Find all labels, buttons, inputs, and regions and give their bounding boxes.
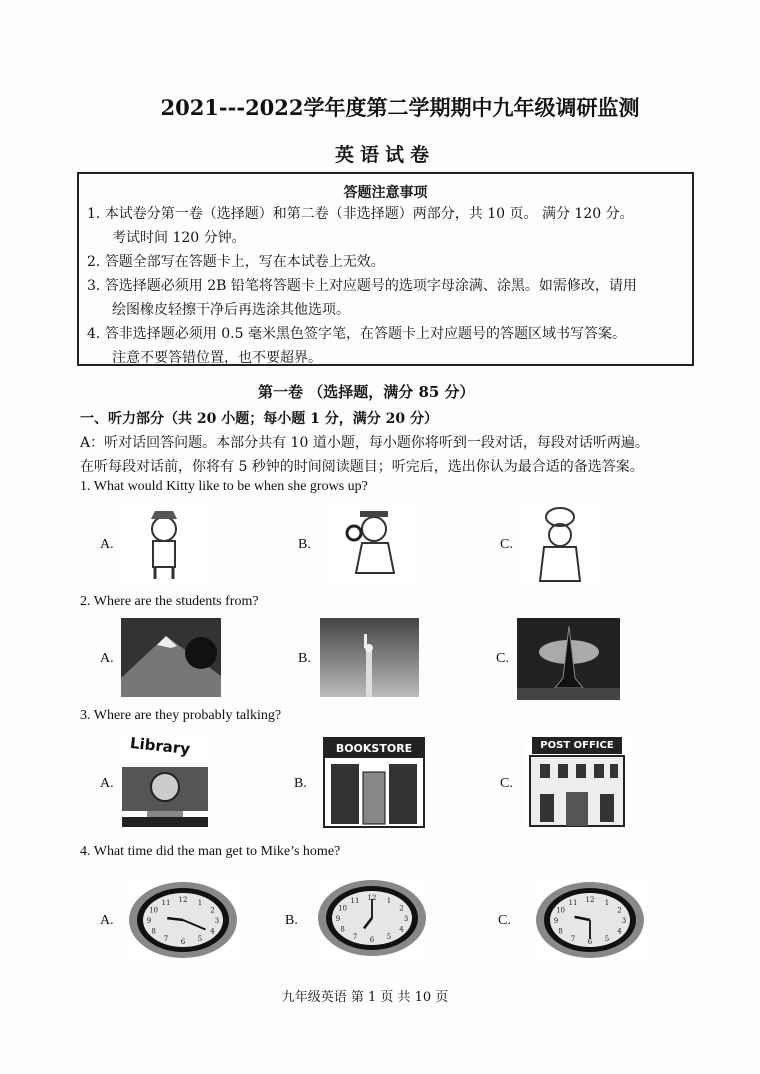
option-label: B.: [298, 537, 311, 552]
svg-text:5: 5: [386, 933, 392, 942]
section-title: 第一卷 （选择题，满分 85 分）: [258, 383, 475, 401]
svg-text:11: 11: [568, 898, 578, 907]
svg-text:7: 7: [352, 933, 358, 942]
instructions-line-1: A：听对话回答问题。本部分共有 10 道小题，每小题你将听到一段对话，每段对话听两遍。: [80, 435, 649, 451]
clock-image: [535, 880, 645, 960]
svg-text:8: 8: [558, 927, 563, 936]
svg-text:1: 1: [386, 896, 392, 905]
svg-text:10: 10: [149, 906, 159, 915]
option-label: B.: [285, 913, 298, 928]
svg-text:11: 11: [161, 898, 171, 907]
post-office-image: [524, 737, 630, 828]
svg-text:4: 4: [399, 925, 404, 934]
page-footer: 九年级英语 第 1 页 共 10 页: [281, 990, 449, 1005]
exam-title: 2021---2022学年度第二学期期中九年级调研监测: [160, 95, 640, 120]
svg-text:12: 12: [178, 896, 188, 904]
svg-text:1: 1: [197, 898, 203, 907]
notice-item: 3. 答选择题必须用 2B 铅笔将答题卡上对应题号的选项字母涂满、涂黑。如需修改，请用 绘图橡皮轻擦干净后再选涂其他选项。: [87, 278, 637, 318]
notice-item: 4. 答非选择题必须用 0.5 毫米黑色签字笔，在答题卡上对应题号的答题区域书写答案。 注意不要答错位置，也不要超界。: [87, 326, 626, 366]
svg-text:3: 3: [403, 915, 409, 923]
svg-text:5: 5: [604, 935, 610, 944]
statue-of-liberty-image: [320, 618, 419, 697]
option-label: C.: [498, 913, 511, 928]
option-label: A.: [100, 537, 114, 552]
mount-fuji-image: [121, 618, 221, 697]
bookstore-image: [323, 737, 425, 828]
option-label: A.: [100, 651, 114, 666]
clock-image: [317, 878, 427, 958]
svg-text:12: 12: [367, 894, 377, 902]
clock-image: [128, 880, 238, 960]
svg-text:6: 6: [587, 938, 593, 946]
police-officer-image: [121, 505, 207, 583]
option-label: C.: [496, 651, 509, 666]
question-2: 2. Where are the students from?: [80, 594, 259, 609]
nurse-image: [328, 505, 417, 583]
svg-text:2: 2: [399, 904, 404, 913]
svg-text:4: 4: [210, 927, 215, 936]
part-heading: 一、听力部分（共 20 小题；每小题 1 分，满分 20 分）: [80, 411, 438, 427]
svg-text:10: 10: [556, 906, 566, 915]
exam-subtitle: 英语试卷: [334, 144, 435, 166]
notice-heading: 答题注意事项: [343, 185, 428, 201]
question-3: 3. Where are they probably talking?: [80, 708, 282, 723]
option-label: C.: [500, 776, 513, 791]
library-sign: Library: [129, 733, 191, 759]
svg-text:10: 10: [338, 904, 348, 913]
svg-text:9: 9: [146, 917, 152, 925]
svg-text:2: 2: [210, 906, 215, 915]
notice-item: 1. 本试卷分第一卷（选择题）和第二卷（非选择题）两部分，共 10 页。 满分 120 分。 考试时间 120 分钟。: [87, 206, 634, 246]
svg-text:6: 6: [180, 938, 186, 946]
svg-text:7: 7: [163, 935, 169, 944]
option-label: A.: [100, 913, 114, 928]
eiffel-tower-image: [517, 618, 620, 700]
svg-text:6: 6: [369, 936, 375, 944]
notice-box: [77, 172, 694, 366]
svg-text:3: 3: [214, 917, 220, 925]
svg-text:11: 11: [350, 896, 360, 905]
question-4: 4. What time did the man get to Mike’s home?: [80, 844, 341, 859]
svg-text:3: 3: [621, 917, 627, 925]
option-label: B.: [298, 651, 311, 666]
svg-text:12: 12: [585, 896, 595, 904]
svg-text:5: 5: [197, 935, 203, 944]
bookstore-sign: BOOKSTORE: [325, 739, 423, 758]
option-label: A.: [100, 776, 114, 791]
option-label: C.: [500, 537, 513, 552]
svg-text:7: 7: [570, 935, 576, 944]
svg-text:9: 9: [553, 917, 559, 925]
instructions-line-2: 在听每段对话前，你将有 5 秒钟的时间阅读题目；听完后，选出你认为最合适的备选答案。: [80, 459, 644, 475]
notice-item: 2. 答题全部写在答题卡上，写在本试卷上无效。: [87, 254, 385, 270]
svg-text:9: 9: [335, 915, 341, 923]
svg-text:8: 8: [151, 927, 156, 936]
chef-image: [520, 505, 598, 585]
svg-text:4: 4: [617, 927, 622, 936]
svg-text:8: 8: [340, 925, 345, 934]
svg-text:1: 1: [604, 898, 610, 907]
option-label: B.: [294, 776, 307, 791]
question-1: 1. What would Kitty like to be when she grows up?: [80, 479, 368, 494]
post-office-sign: POST OFFICE: [532, 737, 622, 754]
svg-text:2: 2: [617, 906, 622, 915]
library-image: [122, 733, 208, 828]
